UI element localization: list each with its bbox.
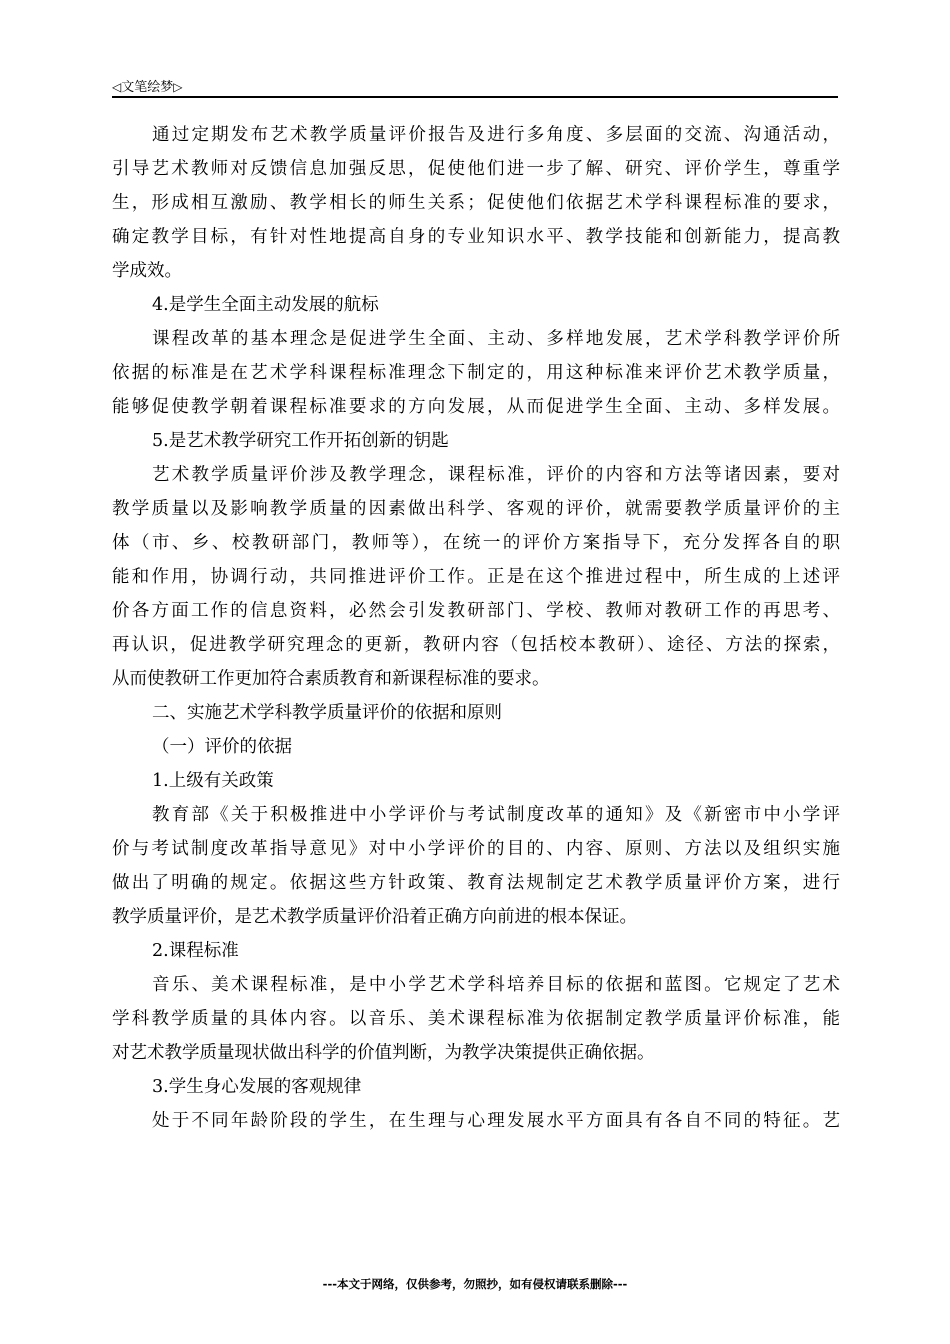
text-line: 生，形成相互激励、教学相长的师生关系；促使他们依据艺术学科课程标准的要求， xyxy=(112,193,840,213)
text-line: 二、实施艺术学科教学质量评价的依据和原则 xyxy=(152,703,502,723)
text-line: 价各方面工作的信息资料，必然会引发教研部门、学校、教师对教研工作的再思考、 xyxy=(112,601,840,621)
text-line: 确定教学目标，有针对性地提高自身的专业知识水平、教学技能和创新能力，提高教 xyxy=(112,227,840,247)
text-line: 教育部《关于积极推进中小学评价与考试制度改革的通知》及《新密市中小学评 xyxy=(152,805,840,825)
text-line: 艺术教学质量评价涉及教学理念，课程标准，评价的内容和方法等诸因素，要对 xyxy=(152,465,840,485)
header-divider xyxy=(112,96,838,98)
text-line: 音乐、美术课程标准，是中小学艺术学科培养目标的依据和蓝图。它规定了艺术 xyxy=(152,975,840,995)
text-line: 价与考试制度改革指导意见》对中小学评价的目的、内容、原则、方法以及组织实施 xyxy=(112,839,840,859)
text-line: 教学质量以及影响教学质量的因素做出科学、客观的评价，就需要教学质量评价的主 xyxy=(112,499,840,519)
text-line: 能够促使教学朝着课程标准要求的方向发展，从而促进学生全面、主动、多样发展。 xyxy=(112,397,840,417)
right-triangle-icon: ▷ xyxy=(173,80,183,94)
left-triangle-icon: ◁ xyxy=(112,80,122,94)
text-line: 2.课程标准 xyxy=(152,941,239,961)
document-body xyxy=(112,118,840,1138)
text-line: 做出了明确的规定。依据这些方针政策、教育法规制定艺术教学质量评价方案，进行 xyxy=(112,873,840,893)
text-line: 4.是学生全面主动发展的航标 xyxy=(152,295,379,315)
text-line: 教学质量评价，是艺术教学质量评价沿着正确方向前进的根本保证。 xyxy=(112,907,637,927)
page-footer: ---本文于网络，仅供参考，勿照抄，如有侵权请联系删除--- xyxy=(322,1277,628,1291)
text-line: 1.上级有关政策 xyxy=(152,771,274,791)
text-line: 引导艺术教师对反馈信息加强反思，促使他们进一步了解、研究、评价学生，尊重学 xyxy=(112,159,840,179)
text-line: 对艺术教学质量现状做出科学的价值判断，为教学决策提供正确依据。 xyxy=(112,1043,655,1063)
text-line: 5.是艺术教学研究工作开拓创新的钥匙 xyxy=(152,431,449,451)
text-line: 课程改革的基本理念是促进学生全面、主动、多样地发展，艺术学科教学评价所 xyxy=(152,329,840,349)
text-line: 从而使教研工作更加符合素质教育和新课程标准的要求。 xyxy=(112,669,550,689)
text-line: 学成效。 xyxy=(112,261,182,281)
text-line: （一）评价的依据 xyxy=(152,737,292,757)
text-line: 体（市、乡、校教研部门，教师等），在统一的评价方案指导下，充分发挥各自的职 xyxy=(112,533,840,553)
header-title: 文笔绘梦 xyxy=(121,80,174,95)
text-line: 能和作用，协调行动，共同推进评价工作。正是在这个推进过程中，所生成的上述评 xyxy=(112,567,840,587)
text-line: 通过定期发布艺术教学质量评价报告及进行多角度、多层面的交流、沟通活动， xyxy=(152,125,840,145)
text-line: 再认识，促进教学研究理念的更新，教研内容（包括校本教研）、途径、方法的探索， xyxy=(112,635,840,655)
text-line: 处于不同年龄阶段的学生，在生理与心理发展水平方面具有各自不同的特征。艺 xyxy=(152,1111,840,1131)
text-line: 3.学生身心发展的客观规律 xyxy=(152,1077,362,1097)
header-title-group xyxy=(112,76,182,95)
text-line: 学科教学质量的具体内容。以音乐、美术课程标准为依据制定教学质量评价标准，能 xyxy=(112,1009,840,1029)
text-line: 依据的标准是在艺术学科课程标准理念下制定的，用这种标准来评价艺术教学质量， xyxy=(112,363,840,383)
